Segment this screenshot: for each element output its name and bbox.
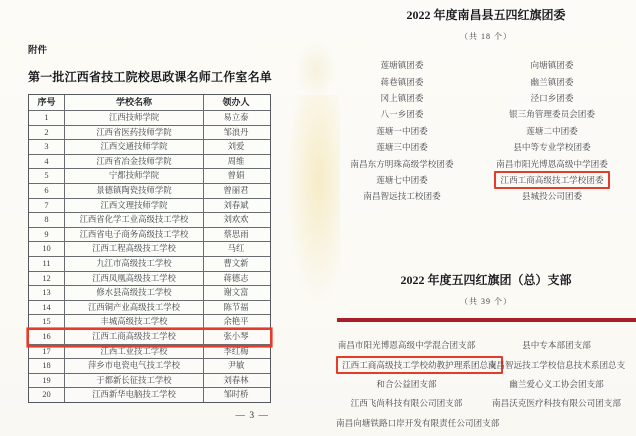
list-row [336, 172, 636, 188]
list-cell-left [336, 108, 468, 120]
leader-name-cell: 蔡思雨 [223, 229, 249, 239]
row-number-cell: 14 [29, 301, 65, 315]
red-divider-line [337, 318, 636, 322]
list-cell-left [336, 158, 468, 170]
list-cell-left [336, 417, 500, 429]
header-cell: 领办人 [222, 97, 250, 107]
attachment-label: 附件 [28, 46, 48, 56]
school-name-cell: 江西技师学院 [65, 111, 204, 125]
school-name-cell: 宁都技师学院 [65, 169, 204, 183]
list-item-text: 南昌东方明珠高级学校团委 [350, 158, 454, 169]
table-row [29, 199, 270, 214]
school-name-cell: 于都新长征技工学校 [65, 374, 204, 388]
table-row [29, 330, 270, 345]
row-number-cell: 15 [29, 315, 65, 329]
list-row [336, 394, 636, 413]
row-number-cell: 9 [29, 228, 65, 242]
list-item-text: 江西飞尚科技有限公司团支部 [350, 398, 463, 409]
leader-name-cell: 曾娟 [227, 171, 245, 181]
list-item-text: 南昌智远技工学校信息技术系团总支 [487, 359, 626, 370]
right-page [336, 0, 636, 432]
list-item-text: 泾口乡团委 [530, 92, 574, 103]
leader-name-cell: 曹文新 [223, 258, 249, 268]
table-row [29, 388, 270, 402]
table-row [29, 184, 270, 199]
list-cell-left [336, 125, 468, 137]
list-row [336, 188, 636, 204]
list-cell-right [468, 108, 636, 120]
school-name-cell: 江西省化学工业高级技工学校 [65, 213, 204, 227]
leader-name-cell: 刘爱 [227, 142, 245, 152]
school-name-cell: 丰城高级技工学校 [65, 315, 204, 329]
list-cell-right [468, 76, 636, 88]
leader-name-cell: 蒋德志 [223, 273, 249, 283]
list-item-text: 莲塘镇团委 [380, 60, 424, 71]
list-cell-right [468, 141, 636, 153]
section2-title: 2022 年度五四红旗团（总）支部 [400, 272, 572, 287]
list-cell-left [336, 378, 477, 390]
list-cell-right [468, 158, 636, 170]
leader-name-cell: 刘春斌 [223, 200, 249, 210]
list-row [336, 73, 636, 89]
leader-name-cell: 谢文富 [223, 288, 249, 298]
leader-name-cell: 余艳平 [223, 317, 249, 327]
list-item-text: 南昌市阳光博恩高级中学混合团支部 [337, 340, 476, 351]
table-row [29, 374, 270, 389]
table-row [29, 257, 270, 272]
list-item-text: 莲塘七中团委 [376, 174, 428, 185]
table-row [29, 301, 270, 316]
table-header-row [29, 95, 270, 111]
row-number-cell: 4 [29, 155, 65, 169]
row-number-cell: 17 [29, 345, 65, 359]
page-number: — 3 — [235, 410, 269, 421]
scan-artifact [296, 40, 336, 100]
list-item-text: 八一乡团委 [380, 109, 424, 120]
list-item-text: 南昌沃克医疗科技有限公司团支部 [492, 398, 621, 409]
list-cell-right [477, 339, 636, 351]
list-cell-right [477, 397, 636, 409]
studio-table [28, 94, 271, 403]
school-name-cell: 江西省医药技师学院 [65, 126, 204, 140]
table-row [29, 155, 270, 170]
list-row [336, 355, 636, 374]
list-row [336, 139, 636, 155]
school-name-cell: 萍乡市电瓷电气技工学校 [65, 359, 204, 373]
table-row [29, 111, 270, 126]
table-row [29, 272, 270, 287]
list-item-text: 南昌智远技工校团委 [363, 191, 441, 202]
list-row [336, 336, 636, 355]
list-cell-left [336, 339, 477, 351]
list-item-text: 幽兰爱心义工协会团支部 [509, 378, 604, 389]
section1-list [336, 57, 636, 205]
list-item-text: 莲塘二中团委 [526, 125, 578, 136]
left-page [28, 42, 290, 421]
leader-name-cell: 易立泰 [223, 113, 249, 122]
list-cell-left [336, 76, 468, 88]
list-cell-right [477, 378, 636, 390]
list-cell-right [468, 92, 636, 104]
school-name-cell: 景德镇陶瓷技师学院 [65, 184, 204, 198]
list-cell-right [477, 359, 636, 371]
row-number-cell: 16 [29, 330, 65, 344]
page-title: 第一批江西省技工院校思政课名师工作室名单 [28, 70, 273, 84]
table-row [29, 169, 270, 184]
highlight-box: 江西工商高级技工学校团委 [494, 171, 609, 189]
table-row [29, 315, 270, 330]
leader-name-cell: 尹敏 [227, 361, 245, 371]
section1-title: 2022 年度南昌县五四红旗团委 [406, 8, 566, 22]
row-number-cell: 8 [29, 213, 65, 227]
list-cell-left [336, 190, 468, 202]
leader-name-cell: 邹浪丹 [223, 127, 249, 137]
school-name-cell: 修水县高级技工学校 [65, 286, 204, 300]
table-row [29, 286, 270, 301]
list-cell-left [336, 356, 497, 374]
row-number-cell: 5 [29, 169, 65, 183]
table-row [29, 359, 270, 374]
leader-name-cell: 马红 [227, 244, 245, 254]
school-name-cell: 江西工商高级技工学校 [65, 330, 204, 344]
list-row [336, 374, 636, 393]
section2-list [336, 336, 636, 433]
row-number-cell: 18 [29, 359, 65, 373]
school-name-cell: 江西凤凰高级技工学校 [65, 272, 204, 286]
row-number-cell: 12 [29, 272, 65, 286]
list-cell-right [468, 59, 636, 71]
leader-name-cell: 刘春林 [223, 375, 249, 385]
list-item-text: 莲塘一中团委 [376, 125, 428, 136]
row-number-cell: 13 [29, 286, 65, 300]
school-name-cell: 江西省冶金技师学院 [65, 155, 204, 169]
school-name-cell: 江西工业技工学校 [65, 345, 204, 359]
row-number-cell: 3 [29, 140, 65, 154]
list-cell-right [468, 190, 636, 202]
list-item-text: 向塘镇团委 [530, 60, 574, 71]
leader-name-cell: 刘欢欢 [223, 215, 249, 225]
header-cell: 学校名称 [65, 95, 204, 110]
section1-count: （共 18 个） [460, 32, 512, 41]
school-name-cell: 江西新华电脑技工学校 [65, 388, 204, 402]
header-cell: 序号 [29, 95, 65, 110]
list-cell-right [468, 125, 636, 137]
list-row [336, 106, 636, 122]
list-item-text: 莲塘三中团委 [376, 142, 428, 153]
table-row [29, 242, 270, 257]
row-number-cell: 11 [29, 257, 65, 271]
section2-count: （共 39 个） [460, 296, 512, 306]
table-row [29, 345, 270, 360]
leader-name-cell: 周维 [227, 156, 245, 166]
list-item-text: 县城投公司团委 [521, 191, 583, 202]
row-number-cell: 10 [29, 242, 65, 256]
school-name-cell: 九江市高级技工学校 [65, 257, 204, 271]
list-item-text: 和合公益团支部 [376, 378, 437, 389]
table-row [29, 213, 270, 228]
list-item-text: 银三角管理委员会团委 [509, 109, 595, 120]
list-item-text: 冈上镇团委 [380, 92, 424, 103]
list-row [336, 413, 636, 432]
school-name-cell: 江西文理技师学院 [65, 199, 204, 213]
school-name-cell: 江西省电子商务高级技工学校 [65, 228, 204, 242]
school-name-cell: 江西铜产业高级技工学校 [65, 301, 204, 315]
leader-name-cell: 陈节福 [223, 302, 249, 312]
leader-name-cell: 张小琴 [223, 331, 249, 341]
list-cell-left [336, 92, 468, 104]
list-cell-left [336, 59, 468, 71]
list-item-text: 南昌市阳光博恩高级中学团委 [496, 158, 608, 169]
scan-artifact [286, 95, 340, 305]
list-item-text: 南昌向塘铁路口岸开发有限责任公司团支部 [336, 417, 500, 428]
list-item-text: 县中专本部团支部 [522, 340, 591, 351]
row-number-cell: 19 [29, 374, 65, 388]
highlight-box: 江西工商高级技工学校幼教护理系团总支 [336, 356, 503, 374]
list-item-text: 蒋巷镇团委 [380, 76, 424, 87]
list-item-text: 县中等专业学校团委 [513, 142, 591, 153]
list-row [336, 123, 636, 139]
list-row [336, 57, 636, 73]
leader-name-cell: 曾丽君 [223, 185, 249, 195]
table-row [29, 228, 270, 243]
list-cell-right [468, 171, 636, 189]
school-name-cell: 江西交通技师学院 [65, 140, 204, 154]
list-row [336, 90, 636, 106]
row-number-cell: 2 [29, 126, 65, 140]
row-number-cell: 6 [29, 184, 65, 198]
list-cell-left [336, 141, 468, 153]
row-number-cell: 7 [29, 199, 65, 213]
school-name-cell: 江西工程高级技工学校 [65, 242, 204, 256]
list-cell-left [336, 174, 468, 186]
list-cell-left [336, 397, 477, 409]
table-row [29, 140, 270, 155]
table-row [29, 126, 270, 141]
list-item-text: 幽兰镇团委 [530, 76, 574, 87]
leader-name-cell: 李红梅 [223, 346, 249, 356]
list-row [336, 155, 636, 171]
row-number-cell: 20 [29, 388, 65, 402]
row-number-cell: 1 [29, 111, 65, 125]
leader-name-cell: 邹时桥 [223, 390, 249, 400]
